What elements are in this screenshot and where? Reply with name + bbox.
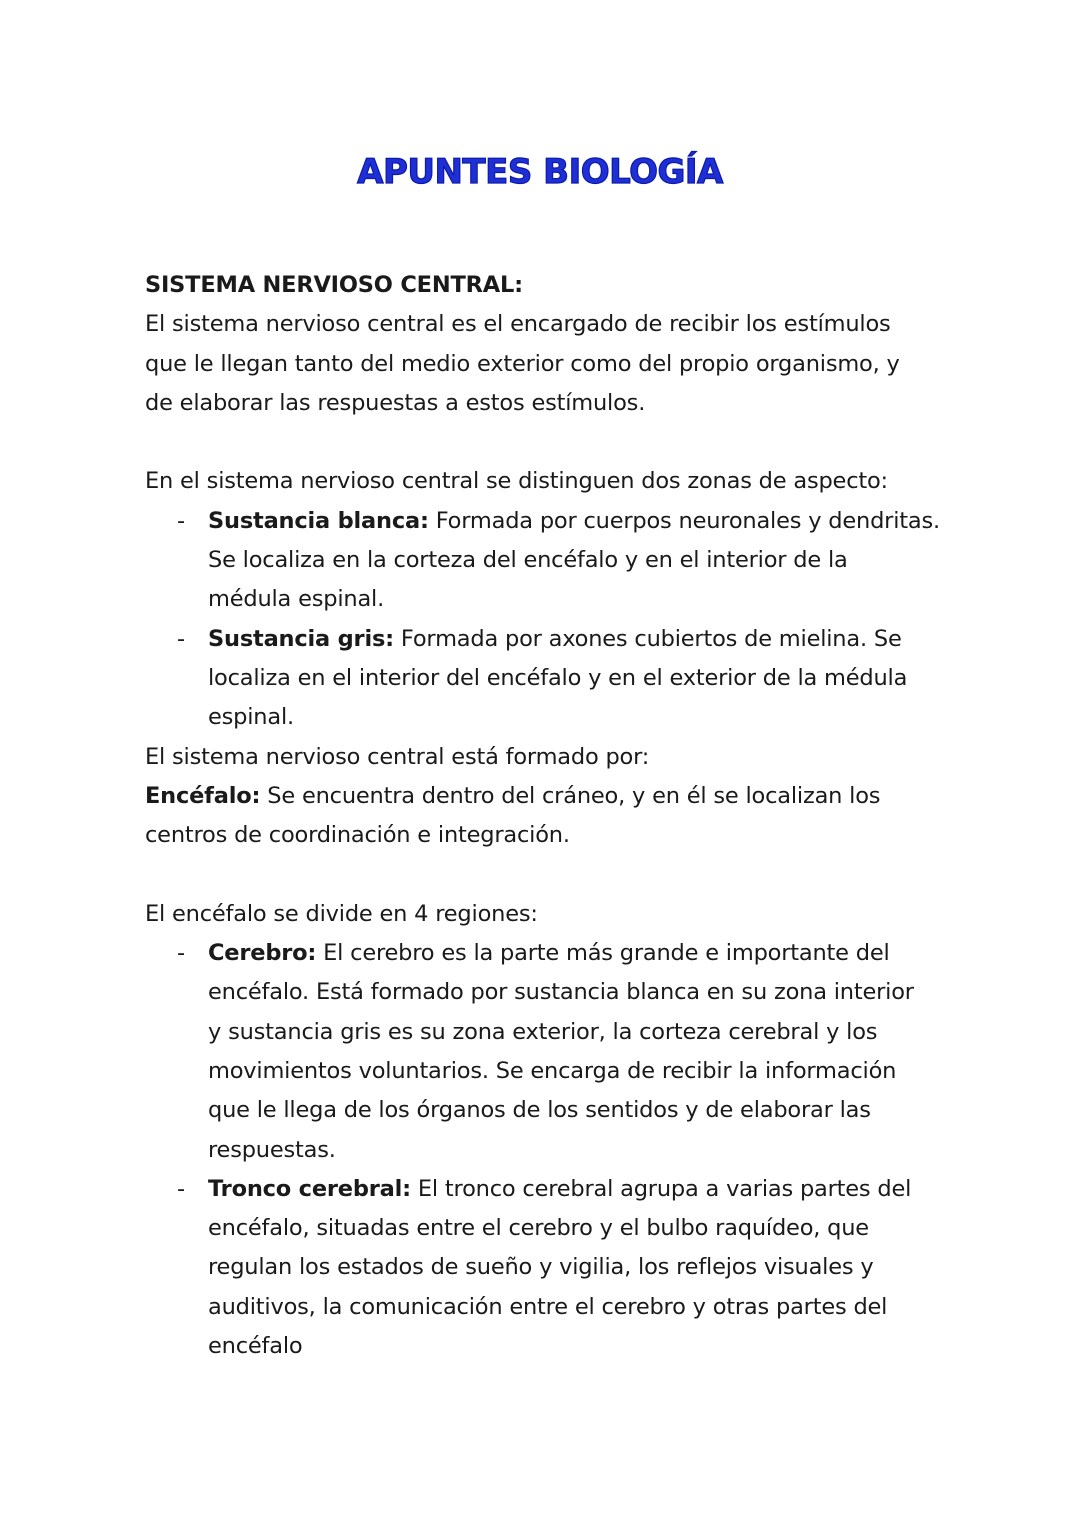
- item-line: médula espinal.: [208, 586, 385, 613]
- intro-line: de elaborar las respuestas a estos estímulos.: [145, 389, 646, 416]
- item-line: regulan los estados de sueño y vigilia, los reflejos visuales y: [208, 1254, 874, 1281]
- bullet-dash: -: [177, 625, 185, 652]
- bullet-dash: -: [177, 507, 185, 534]
- list-item-sustancia-blanca: [145, 502, 945, 620]
- section-heading: SISTEMA NERVIOSO CENTRAL:: [145, 272, 523, 298]
- term-text: Formada por axones cubiertos de mielina. Se: [393, 625, 902, 652]
- list-item-sustancia-gris: [145, 620, 945, 738]
- item-line: auditivos, la comunicación entre el cerebro y otras partes del: [208, 1293, 888, 1320]
- regions-intro: El encéfalo se divide en 4 regiones:: [145, 900, 538, 927]
- zones-intro: En el sistema nervioso central se distinguen dos zonas de aspecto:: [145, 468, 888, 495]
- list-item-cerebro: [145, 934, 945, 1170]
- item-line: localiza en el interior del encéfalo y en el exterior de la médula: [208, 664, 908, 691]
- bullet-dash: -: [177, 1175, 185, 1202]
- spacer: [145, 855, 945, 894]
- encefalo-line: centros de coordinación e integración.: [145, 822, 570, 849]
- intro-line: El sistema nervioso central es el encargado de recibir los estímulos: [145, 311, 891, 338]
- term-text: Formada por cuerpos neuronales y dendritas.: [428, 507, 940, 534]
- item-line: respuestas.: [208, 1136, 336, 1163]
- item-line: Se localiza en la corteza del encéfalo y en el interior de la: [208, 547, 848, 574]
- item-line: encéfalo, situadas entre el cerebro y el bulbo raquídeo, que: [208, 1215, 869, 1242]
- term-label: Encéfalo:: [145, 782, 261, 809]
- item-line: que le llega de los órganos de los sentidos y de elaborar las: [208, 1097, 871, 1124]
- formed-by-text: El sistema nervioso central está formado por:: [145, 743, 650, 770]
- item-line: encéfalo: [208, 1333, 303, 1360]
- term-label: Tronco cerebral:: [208, 1175, 411, 1202]
- list-item-tronco-cerebral: [145, 1170, 945, 1366]
- term-text: Se encuentra dentro del cráneo, y en él se localizan los: [260, 782, 881, 809]
- item-line: y sustancia gris es su zona exterior, la corteza cerebral y los: [208, 1018, 878, 1045]
- term-text: El cerebro es la parte más grande e importante del: [316, 940, 890, 967]
- term-text: El tronco cerebral agrupa a varias partes del: [410, 1175, 912, 1202]
- spacer: [145, 423, 945, 462]
- item-line: espinal.: [208, 704, 294, 731]
- item-line: encéfalo. Está formado por sustancia blanca en su zona interior: [208, 979, 914, 1006]
- intro-line: que le llegan tanto del medio exterior como del propio organismo, y: [145, 350, 900, 377]
- term-label: Sustancia blanca:: [208, 507, 429, 534]
- item-line: movimientos voluntarios. Se encarga de recibir la información: [208, 1057, 897, 1084]
- term-label: Sustancia gris:: [208, 625, 394, 652]
- document-title: APUNTES BIOLOGÍA: [357, 152, 723, 192]
- document-body: [145, 266, 945, 1366]
- bullet-dash: -: [177, 940, 185, 967]
- term-label: Cerebro:: [208, 940, 317, 967]
